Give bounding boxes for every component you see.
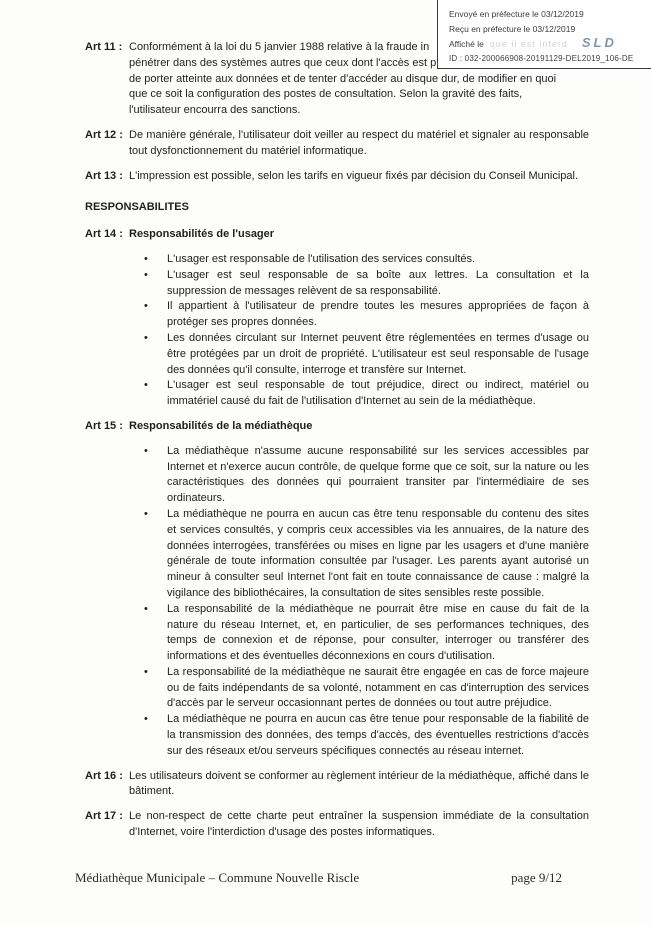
bullet-icon [144,252,167,268]
article-11-line: que ce soit la configuration des postes de consultation. Selon la gravité des faits, [129,88,523,101]
article-13 [85,169,585,185]
stamp-ghost-text: que il est interd [489,39,568,49]
stamp-id: ID : 032-200066908-20191129-DEL2019_106-DE [449,53,634,63]
article-17 [85,809,589,841]
bullet-icon [144,665,167,712]
article-11-line: de porter atteinte aux données et de tenter d'accéder au disque dur, de modifier en quoi [129,72,557,85]
list-item [129,712,589,759]
article-12-label: Art 12 : [85,128,123,141]
list-item [129,665,589,712]
bullet-text: La médiathèque ne pourra en aucun cas être tenue pour responsable de la fiabilité de la transmission des données, des temps d'accès, des éventuelles restrictions d'accès sur des réseaux et/ou serveurs spécifiques connectés au réseau internet. [167,713,589,757]
article-17-label: Art 17 : [85,810,123,823]
bullet-icon [144,602,167,665]
bullet-icon [144,378,167,410]
footer-document-title: Médiathèque Municipale – Commune Nouvelle Riscle [75,870,360,885]
footer-page-number: page 9/12 [511,870,562,885]
article-15-title: Responsabilités de la médiathèque [129,419,313,432]
article-16-label: Art 16 : [85,769,123,782]
article-15-label: Art 15 : [85,419,123,432]
article-16 [85,769,589,801]
prefecture-stamp [437,0,651,69]
article-14-label: Art 14 : [85,228,123,241]
stamp-sent-line: Envoyé en préfecture le 03/12/2019 [449,9,584,19]
list-item [129,444,589,507]
bullet-text: L'usager est seul responsable de tout préjudice, direct ou indirect, matériel ou immatériel causé du fait de l'utilisation d'Internet au sein de la médiathèque. [167,379,589,408]
bullet-text: La responsabilité de la médiathèque ne saurait être engagée en cas de force majeure ou de faits indépendants de sa volonté, notamment en cas d'interruption des services d'accès par le serveur occasionnant pertes de données ou tout autre préjudice. [167,665,589,710]
bullet-text: La responsabilité de la médiathèque ne pourrait être mise en cause du fait de la nature du réseau Internet, et, en particulier, de ses performances techniques, des temps de connexion et de réponse, pour consulter, interroger ou transférer des informations et des éventuelles déconnexions en cours d'utilisation. [167,602,589,663]
article-11-label: Art 11 : [85,41,123,53]
bullet-icon [144,444,167,507]
list-item [129,331,589,378]
document-body [85,40,589,850]
article-13-text: L'impression est possible, selon les tarifs en vigueur fixés par décision du Conseil Municipal. [129,169,579,182]
bullet-text: Il appartient à l'utilisateur de prendre toutes les mesures appropriées de façon à protéger ses propres données. [167,300,589,329]
stamp-posted-label: Affiché le [449,39,484,49]
bullet-text: La médiathèque ne pourra en aucun cas être tenu responsable du contenu des sites et services consultés, y compris ceux accessibles via les annuaires, de la nature des données interrogées, transférées ou mises en ligne par les usagers et d'une manière générale de toute information consultée par l'usager. Les parents ayant autorisé un mineur à consulter seul Internet l'ont fait en toute connaissance de cause : malgré la vigilance des bibliothécaires, la consultation de sites sensibles reste possible. [167,507,589,599]
article-14-title: Responsabilités de l'usager [129,228,275,241]
list-item [129,507,589,602]
section-heading-responsabilites: RESPONSABILITES [85,201,189,214]
bullet-icon [144,331,167,378]
bullet-icon [144,299,167,331]
list-item [129,378,589,410]
list-item [129,252,589,268]
article-11-line: Conformément à la loi du 5 janvier 1988 relative à la fraude in [129,41,430,53]
bullet-icon [144,712,167,759]
bullet-text: La médiathèque n'assume aucune responsabilité sur les services accessibles par Internet et n'exerce aucun contrôle, de quelque forme que ce soit, sur la nature ou les caractéristiques des données qui pourraient transiter par l'intermédiaire de ses ordinateurs. [167,444,589,505]
article-12-text: De manière générale, l'utilisateur doit veiller au respect du matériel et signaler au responsable tout dysfonctionnement du matériel informatique. [129,128,589,157]
list-item [129,602,589,665]
article-15 [85,419,589,760]
page-footer [75,870,562,886]
article-12 [85,128,589,160]
article-16-text: Les utilisateurs doivent se conformer au règlement intérieur de la médiathèque, affiché dans le bâtiment. [129,769,589,798]
bullet-text: L'usager est seul responsable de sa boîte aux lettres. La consultation et la suppression de messages relèvent de sa responsabilité. [167,268,589,297]
article-11-line: l'utilisateur encourra des sanctions. [129,104,301,117]
list-item [129,268,589,300]
bullet-icon [144,268,167,300]
article-14 [85,227,589,410]
bullet-icon [144,507,167,602]
article-11-line: pénétrer dans des systèmes autres que ceux dont l'accès est p [129,56,437,69]
article-13-label: Art 13 : [85,169,123,182]
article-17-text: Le non-respect de cette charte peut entraîner la suspension immédiate de la consultation d'Internet, voire l'interdiction d'usage des postes informatiques. [129,810,589,839]
stamp-signature-logo: SLD [581,35,617,50]
list-item [129,299,589,331]
stamp-received-line: Reçu en préfecture le 03/12/2019 [449,23,576,34]
bullet-text: L'usager est responsable de l'utilisation des services consultés. [167,252,476,265]
bullet-text: Les données circulant sur Internet peuvent être réglementées en termes d'usage ou être protégées par un droit de propriété. L'utilisateur est seul responsable de l'usage des données qu'il consulte, interroge et transfère sur Internet. [167,331,589,376]
